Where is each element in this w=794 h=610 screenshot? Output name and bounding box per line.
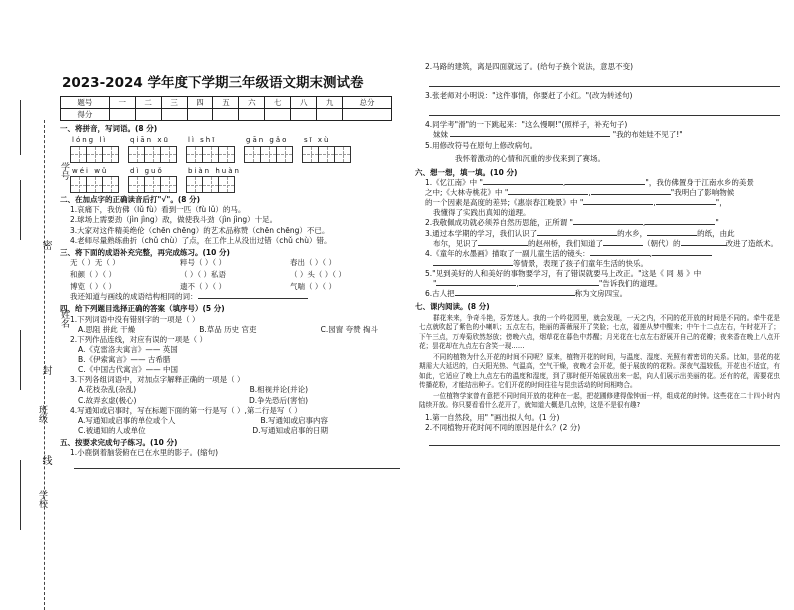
option[interactable]: D.写通知或启事的日期 bbox=[252, 425, 328, 435]
idiom-blank[interactable]: 遗不（ ）（ ） bbox=[180, 282, 227, 292]
writing-cells[interactable] bbox=[244, 146, 292, 163]
reading-paragraph: 不同的植物为什么开花的时间不同呢？原来，植物开花的时间，与温度、湿度、光照有着密切的关系。比如，昙花的花期需大大延迟的，白天阳光热、气温高，空气干燥，夜晚才会开花，便于展放的的花粉。深夜气温较低，开花也不适宜，有如此，它适应了晚上九点左右的温度和湿度，到了那时便开始展放出来一起，向人们展示出美丽的花。还有的花，需要花虫传播花粉，才能结出种子。它们开花的时间往往与昆虫活动的时间相吻合。 bbox=[419, 352, 780, 390]
idiom-grid bbox=[70, 258, 400, 292]
answer-line[interactable] bbox=[429, 72, 780, 87]
idiom-blank[interactable]: （ ）（ ）私语 bbox=[180, 270, 227, 280]
question-item: 4.同学考"滑"的一下跳起来："这么慢啊!"(照样子，补充句子) bbox=[425, 120, 628, 130]
answer-line[interactable] bbox=[483, 184, 563, 185]
option[interactable]: C.被通知的人或单位 bbox=[78, 425, 146, 435]
seal-char-xian: 线 bbox=[40, 455, 51, 465]
options-row bbox=[78, 396, 308, 406]
writing-cells[interactable] bbox=[70, 146, 118, 163]
score-header: 八 bbox=[291, 97, 317, 109]
seal-char-feng: 封 bbox=[40, 365, 51, 375]
pinyin-item bbox=[128, 136, 176, 162]
score-cell[interactable] bbox=[213, 109, 239, 121]
score-cell[interactable] bbox=[239, 109, 265, 121]
option[interactable]: B.《伊索寓言》—— 古希腊 bbox=[78, 355, 171, 365]
pinyin-text: gān gǎo bbox=[246, 136, 289, 145]
idiom-note-text: 我还知道与画线的成语结构相同的词： bbox=[70, 292, 198, 302]
question-item: 的一个因素是高度的差异;《惠崇春江晚景》中 " , "， bbox=[425, 198, 727, 208]
writing-cells[interactable] bbox=[302, 146, 350, 163]
text-part: 等情景，表现了孩子们童年生活的快乐。 bbox=[513, 258, 648, 268]
score-header: 三 bbox=[161, 97, 187, 109]
text-part: 称为文房四宝。 bbox=[574, 289, 628, 299]
school-label: 学校 bbox=[37, 490, 47, 508]
answer-line[interactable] bbox=[603, 245, 643, 246]
text-part: 的纸，由此 bbox=[697, 228, 735, 238]
text-part: "我明白了影响物候 bbox=[670, 188, 735, 197]
question-item: 3.张老师对小明说："这件事情，你要赶了小红。"(改为转述句) bbox=[425, 91, 633, 101]
section-6-title: 六、想一想，填一填。(10 分) bbox=[415, 167, 518, 177]
name-label: 姓名 bbox=[59, 310, 69, 328]
section-4-title: 四、给下列题目选择正确的答案（填序号）(5 分) bbox=[60, 304, 225, 314]
right-column bbox=[415, 62, 780, 446]
answer-line[interactable] bbox=[681, 245, 726, 246]
answer-line[interactable] bbox=[429, 101, 780, 116]
exam-title: 2023-2024 学年度下学期三年级语文期末测试卷 bbox=[62, 75, 364, 91]
question-item: 1.下列词语中没有错别字的一项是（ ） bbox=[70, 314, 200, 324]
pinyin-item bbox=[244, 136, 292, 162]
text-part: 的一个因素是高度的差异;《惠崇春江晚景》中 " bbox=[425, 198, 584, 208]
answer-line[interactable] bbox=[478, 245, 528, 246]
question-item bbox=[433, 259, 780, 269]
question-item: 2.马路的建筑，离是四面就远了。(给句子换个说法，意思不变) bbox=[425, 62, 634, 71]
pinyin-text: wéi wǔ bbox=[72, 166, 109, 175]
text-part: 之中;《大林寺桃花》中 " bbox=[425, 188, 509, 197]
idiom-blank[interactable]: 博览（ ）（ ） bbox=[70, 282, 117, 292]
answer-line[interactable] bbox=[645, 224, 715, 225]
pinyin-text: sī xù bbox=[304, 136, 331, 145]
section-7-title: 七、课内阅读。(8 分) bbox=[415, 302, 490, 312]
text-part: 2.我敬佩成功就必须养自然历思能，正所谓 " bbox=[425, 218, 573, 228]
question-item bbox=[433, 130, 780, 140]
pinyin-item bbox=[302, 136, 350, 162]
class-field[interactable] bbox=[20, 330, 21, 390]
text-part: 的水乡， bbox=[617, 228, 648, 238]
question-item: 5.用修改符号在原句上修改病句。 bbox=[425, 140, 538, 150]
question-item: 我懂得了实践出真知的道理。 bbox=[433, 208, 531, 218]
score-header: 九 bbox=[317, 97, 343, 109]
writing-cells[interactable] bbox=[70, 176, 118, 193]
score-row-label: 得分 bbox=[61, 109, 110, 121]
score-cell[interactable] bbox=[135, 109, 161, 121]
reading-paragraph: 群花来来，争奇斗艳，芬芳迷人。我的一个吟花园里，就会发现，一天之内，不同的花开放的时间是不同的。牵牛花是七点就吹起了紫色的小喇叭；五点左右，艳丽的蔷薇展开了笑脸；七点，福莲从梦中醒来；中午十二点左右，午时花开了；下午三点，万寿菊欣然怒放；傍晚六点，烟草花在暮色中苏醒；月光花在七点左右舒展开自己的花瓣；夜来香在晚上八点开花；昙花却在九点左右含笑一现…… bbox=[419, 313, 780, 351]
text-part: "告诉我们的道理。 bbox=[598, 279, 663, 289]
writing-cells[interactable] bbox=[186, 176, 234, 193]
option[interactable]: C.故弄玄虚(极心) bbox=[78, 395, 137, 405]
idiom-blank[interactable]: 和颜（ ）（ ） bbox=[70, 270, 117, 280]
score-table bbox=[60, 96, 392, 121]
class-label: 班级 bbox=[37, 405, 47, 423]
question-item: 4.写通知或启事时，写在标题下面的第一行是写（ ）,第二行是写（ ） bbox=[70, 405, 302, 415]
binding-margin bbox=[0, 60, 69, 560]
section-2-title: 二、在加点字的正确读音后打"√"。(8 分) bbox=[60, 195, 201, 205]
answer-line[interactable] bbox=[583, 204, 653, 205]
question-item bbox=[433, 239, 780, 249]
question-item: 2.球场上需要劲（jìn jìng）敌，做使我斗劲（jìn jìng）十足。 bbox=[70, 215, 278, 225]
score-cell[interactable] bbox=[317, 109, 343, 121]
question-item: 1.小鹿倒着脑袋俯在已在水里的影子。(缩句) bbox=[70, 448, 219, 458]
answer-line[interactable] bbox=[565, 184, 645, 185]
answer-line[interactable] bbox=[508, 194, 588, 195]
pinyin-item bbox=[70, 136, 118, 162]
options-row bbox=[78, 325, 378, 335]
answer-line[interactable] bbox=[519, 285, 599, 286]
answer-line[interactable] bbox=[656, 204, 716, 205]
score-cell[interactable] bbox=[187, 109, 213, 121]
text-part: "， bbox=[715, 198, 727, 208]
text-part: 3.通过本学期的学习，我们认识了 bbox=[425, 228, 538, 238]
section-5-title: 五、按要求完成句子练习。(10 分) bbox=[60, 438, 178, 448]
answer-line[interactable] bbox=[433, 265, 513, 266]
question-item: 2.不同植物开花时间不同的原因是什么？(2 分) bbox=[425, 423, 581, 433]
question-item: 4.《童年的水墨画》描取了一副儿童生活的镜头： , bbox=[425, 249, 780, 259]
score-cell[interactable] bbox=[265, 109, 291, 121]
score-header: 六 bbox=[239, 97, 265, 109]
name-field[interactable] bbox=[20, 180, 21, 240]
text-part: 6.古人把 bbox=[425, 289, 455, 299]
question-item bbox=[425, 289, 780, 299]
question-item: 3.大家对这件精美绝伦（chēn chēng）的艺术品称赞（chēn chēng）不已。 bbox=[70, 225, 330, 235]
pinyin-text: biàn huàn bbox=[188, 166, 241, 175]
answer-line[interactable] bbox=[450, 136, 610, 137]
section-1-title: 一、将拼音，写词语。(8 分) bbox=[60, 124, 158, 134]
writing-cells[interactable] bbox=[128, 176, 176, 193]
text-part: 4.《童年的水墨画》描取了一副儿童生活的镜头： bbox=[425, 248, 590, 258]
text-part: "，我仿佛置身于江南水乡的美景 bbox=[645, 177, 754, 187]
text-part: （朝代）的 bbox=[643, 238, 681, 248]
answer-line[interactable] bbox=[573, 224, 643, 225]
pinyin-item bbox=[128, 167, 176, 193]
text-part: 改进了造纸术。 bbox=[725, 238, 778, 248]
idiom-blank[interactable]: （ ）头（ ）（ ） bbox=[290, 270, 346, 280]
idiom-blank[interactable]: 无（ ）无（ ） bbox=[70, 257, 120, 267]
number-label: 学号 bbox=[59, 162, 69, 180]
options-row bbox=[78, 416, 328, 426]
question-item: 2.下列作品连线，对应有误的一项是（ ） bbox=[70, 334, 208, 344]
number-field[interactable] bbox=[20, 100, 21, 155]
question-item: 2.我敬佩成功就必须养自然历思能，正所谓 " , " bbox=[425, 218, 719, 228]
text-part: 布尔，见识了 bbox=[433, 238, 478, 248]
score-header: 一 bbox=[109, 97, 135, 109]
answer-line[interactable] bbox=[537, 235, 617, 236]
option[interactable]: B.草品 历史 官吏 bbox=[199, 324, 257, 334]
option[interactable]: B.写通知或启事内容 bbox=[260, 415, 328, 425]
options-row bbox=[78, 426, 328, 436]
answer-line[interactable] bbox=[74, 458, 400, 469]
score-header: 题号 bbox=[61, 97, 110, 109]
answer-line[interactable] bbox=[590, 255, 650, 256]
answer-line[interactable] bbox=[429, 433, 780, 446]
question-item: 4.老师尽量熟练曲折（chǔ chù）了点，在工作上从没出过错（chǔ chù）错。 bbox=[70, 235, 332, 245]
question-item: 1.哀痛下，我仿佛（lǔ fù）看到一匹（fù lǔ）的马。 bbox=[70, 205, 246, 215]
score-header: 四 bbox=[187, 97, 213, 109]
score-cell[interactable] bbox=[343, 109, 392, 121]
reading-paragraph: 一位植物学家曾有意把不同时间开放的花种在一起，把花圃修建得像钟面一样，组成花的时钟。这些花在二十四小时内陆续开放。你只要看看什么花开了，就知道大概是几点钟，这是不是很有趣? bbox=[419, 391, 780, 410]
answer-line[interactable] bbox=[652, 255, 712, 256]
idiom-blank[interactable]: 春出（ ）（ ） bbox=[290, 257, 337, 267]
score-cell[interactable] bbox=[291, 109, 317, 121]
idiom-blank[interactable]: 气喘（ ）（ ） bbox=[290, 282, 337, 292]
answer-line[interactable] bbox=[198, 298, 308, 299]
school-field[interactable] bbox=[20, 460, 21, 530]
question-item: 1.第一自然段，用" "画出拟人句。(1 分) bbox=[425, 412, 560, 422]
pinyin-text: lóng lì bbox=[72, 136, 108, 145]
score-header: 七 bbox=[265, 97, 291, 109]
pinyin-grid bbox=[70, 136, 400, 193]
option[interactable]: A.花枝杂乱(杂乱) bbox=[78, 385, 137, 395]
sentence-subject: 妹妹 bbox=[433, 130, 448, 140]
pinyin-item bbox=[186, 167, 241, 193]
left-column bbox=[60, 66, 400, 469]
score-header: 总分 bbox=[343, 97, 392, 109]
score-cell[interactable] bbox=[109, 109, 135, 121]
answer-line[interactable] bbox=[436, 285, 516, 286]
option[interactable]: D.争先恐后(害怕) bbox=[248, 395, 308, 405]
option[interactable]: C.园窗 夸赞 掏斗 bbox=[320, 324, 378, 334]
answer-line[interactable] bbox=[647, 235, 697, 236]
seal-char-mi: 密 bbox=[40, 240, 51, 250]
score-row bbox=[61, 109, 392, 121]
writing-cells[interactable] bbox=[186, 146, 234, 163]
score-header-row bbox=[61, 97, 392, 109]
pinyin-item bbox=[186, 136, 234, 162]
text-part: 的赵州桥，我们知道了 bbox=[528, 238, 603, 248]
idiom-blank[interactable]: 粹号（ ）（ ） bbox=[180, 257, 227, 267]
pinyin-text: lì shī bbox=[188, 136, 217, 145]
sentence-to-fix: 我怀着激动的心情和沉重的步伐来到了赛场。 bbox=[455, 153, 605, 163]
answer-line[interactable] bbox=[591, 194, 671, 195]
text-part: 1.《忆江南》中 " bbox=[425, 177, 483, 187]
pinyin-text: qiān xū bbox=[130, 136, 170, 145]
writing-cells[interactable] bbox=[128, 146, 176, 163]
sentence-tail: "我的布娃娃不见了!" bbox=[612, 130, 683, 140]
section-3-title: 三、将下面的成语补充完整，再完成练习。(10 分) bbox=[60, 247, 230, 257]
question-item: 1.《忆江南》中 " , "，我仿佛置身于江南水乡的美景 bbox=[425, 177, 754, 187]
idiom-note bbox=[70, 292, 400, 302]
score-header: 五 bbox=[213, 97, 239, 109]
options-row bbox=[78, 385, 308, 395]
option[interactable]: A.《克雷洛夫寓言》—— 英国 bbox=[78, 344, 178, 354]
answer-line[interactable] bbox=[455, 295, 575, 296]
option[interactable]: A.写通知或启事的单位或个人 bbox=[78, 415, 176, 425]
question-item: 之中;《大林寺桃花》中 " , "我明白了影响物候 bbox=[425, 188, 735, 197]
score-cell[interactable] bbox=[161, 109, 187, 121]
option[interactable]: B.相视并论(并论) bbox=[249, 385, 308, 395]
pinyin-item bbox=[70, 167, 118, 193]
question-item: 5."见到美好的人和美好的事物要学习，有了错误就要马上改正。"这是《 同 易 》中 bbox=[425, 269, 702, 278]
question-item: 3.下列各组词语中，对加点字解释正确的一项是（ ） bbox=[70, 375, 245, 385]
option[interactable]: C.《中国古代寓言》—— 中国 bbox=[78, 365, 179, 375]
question-item bbox=[425, 229, 780, 239]
option[interactable]: A.思阻 拼此 干燥 bbox=[78, 324, 136, 334]
score-header: 二 bbox=[135, 97, 161, 109]
pinyin-text: dì guǒ bbox=[130, 166, 164, 175]
question-item: " , "告诉我们的道理。 bbox=[433, 279, 663, 289]
